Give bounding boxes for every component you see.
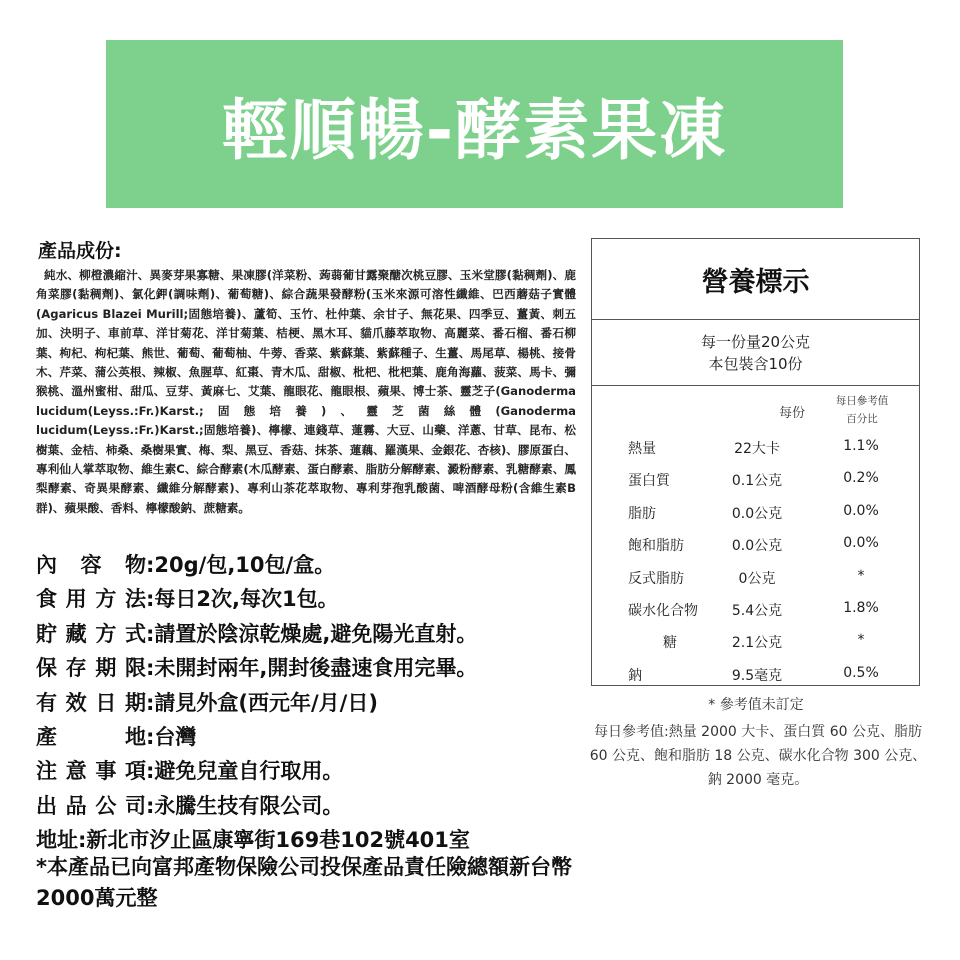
info-row-warning — [36, 754, 576, 788]
nutrient-daily-value: 0.0% — [843, 535, 879, 552]
nutrition-column-headers — [592, 386, 919, 434]
info-value: 請見外盒(西元年/月/日) — [154, 690, 378, 715]
per-serving-header: 每份 — [778, 406, 805, 421]
nutrient-daily-value: * — [857, 567, 865, 584]
nutrient-amount: 0.1公克 — [731, 473, 783, 490]
info-row-company — [36, 789, 576, 823]
nutrient-daily-value: * — [857, 632, 865, 649]
info-label: 有效日期 — [36, 690, 146, 715]
ingredients-heading: 產品成份: — [38, 240, 122, 262]
info-colon: : — [146, 690, 155, 715]
insurance-note: *本產品已向富邦產物保險公司投保產品責任險總額新台幣2000萬元整 — [36, 855, 572, 910]
nutrition-row — [591, 661, 920, 693]
info-row-contents — [36, 548, 576, 582]
info-colon: : — [146, 793, 155, 818]
info-label: 保存期限 — [36, 656, 146, 681]
nutrient-amount: 0.0公克 — [731, 538, 783, 555]
info-row-expiry — [36, 686, 576, 720]
info-row-usage — [36, 582, 576, 616]
serving-size: 每一份量20公克 — [700, 332, 811, 351]
info-colon: : — [146, 656, 155, 681]
product-title: 輕順暢-酵素果凍 — [221, 91, 728, 169]
nutrient-name: 反式脂肪 — [628, 570, 684, 587]
reference-not-set-note: * 參考值未訂定 — [708, 697, 804, 713]
nutrient-name: 蛋白質 — [628, 473, 670, 490]
info-value: 永騰生技有限公司。 — [154, 793, 344, 818]
daily-reference-values: 每日參考值:熱量 2000 大卡、蛋白質 60 公克、脂肪 60 公克、飽和脂肪 18 公克、碳水化合物 300 公克、鈉 2000 毫克。 — [589, 724, 927, 788]
nutrient-amount: 2.1公克 — [731, 635, 783, 652]
nutrient-amount: 0公克 — [738, 570, 776, 587]
nutrition-row — [591, 434, 920, 466]
nutrient-daily-value: 0.0% — [843, 502, 879, 519]
nutrition-title: 營養標示 — [592, 239, 919, 320]
nutrient-daily-value: 0.5% — [843, 664, 879, 681]
info-label: 內容物 — [36, 553, 146, 577]
nutrient-daily-value: 0.2% — [843, 470, 879, 487]
info-label: 注意事項 — [36, 759, 146, 784]
info-value: 未開封兩年,開封後盡速食用完畢。 — [154, 656, 478, 681]
serving-info — [592, 320, 919, 386]
nutrition-row — [591, 499, 920, 531]
nutrient-name: 脂肪 — [628, 505, 656, 522]
nutrient-name: 糖 — [663, 635, 677, 652]
servings-per-pack: 本包裝含10份 — [708, 354, 803, 373]
info-row-shelf-life — [36, 651, 576, 685]
nutrient-name: 熱量 — [628, 441, 656, 457]
nutrition-row — [591, 628, 920, 660]
nutrition-row — [591, 466, 920, 498]
info-label: 食用方法 — [36, 587, 146, 612]
info-label: 貯藏方式 — [36, 621, 146, 646]
info-label: 出品公司 — [36, 793, 146, 818]
info-value: 每日2次,每次1包。 — [154, 587, 339, 612]
company-address: 地址:新北市汐止區康寧街169巷102號401室 — [36, 828, 470, 853]
info-colon: : — [146, 553, 155, 577]
nutrition-row — [591, 596, 920, 628]
product-title-banner — [106, 40, 843, 208]
info-value: 20g/包,10包/盒。 — [154, 553, 336, 577]
nutrient-amount: 22大卡 — [734, 441, 780, 457]
info-value: 避免兒童自行取用。 — [154, 759, 344, 784]
nutrient-daily-value: 1.8% — [843, 599, 879, 616]
daily-value-header: 每日參考值百分比 — [835, 395, 889, 425]
info-colon: : — [146, 621, 155, 646]
info-value: 請置於陰涼乾燥處,避免陽光直射。 — [154, 621, 478, 646]
info-colon: : — [146, 587, 155, 612]
nutrient-name: 碳水化合物 — [628, 602, 698, 619]
info-colon: : — [146, 725, 155, 750]
nutrient-amount: 9.5毫克 — [731, 667, 783, 684]
info-value: 台灣 — [154, 725, 197, 750]
nutrition-row — [591, 564, 920, 596]
nutrient-name: 鈉 — [628, 667, 642, 684]
nutrient-name: 飽和脂肪 — [628, 538, 684, 555]
info-label: 產地 — [36, 725, 146, 750]
info-row-storage — [36, 617, 576, 651]
info-colon: : — [146, 759, 155, 784]
nutrition-rows — [591, 434, 920, 693]
info-row-origin — [36, 720, 576, 754]
nutrition-row — [591, 531, 920, 563]
product-info-list — [36, 548, 576, 858]
nutrient-amount: 5.4公克 — [731, 602, 783, 619]
nutrient-amount: 0.0公克 — [731, 505, 783, 522]
nutrient-daily-value: 1.1% — [843, 438, 879, 454]
ingredients-text: 純水、柳橙濃縮汁、異麥芽果寡糖、果凍膠(洋菜粉、蒟蒻葡甘露聚醣次桃豆膠、玉米堂膠(黏稠劑)、鹿角菜膠(黏稠劑)、氯化鉀(調味劑)、葡萄糖)、綜合蔬果發酵粉(玉米來源可溶性纖維、巴西蘑菇子實體(Agaricus Blazei Murill;固態培養)、蘆筍、玉竹、杜仲葉、余甘子、無花果、四季豆、薑黃、刺五加、決明子、車前草、洋甘菊花、洋甘菊葉、桔梗、黑木耳、貓爪藤萃取物、高麗菜、番石榴、番石柳葉、枸杞、枸杞葉、熊世、葡萄、葡萄柚、牛蒡、香菜、紫蘇葉、紫蘇種子、生薑、馬尾草、楊桃、接骨木、芹菜、蒲公英根、辣椒、魚腥草、紅棗、青木瓜、甜椒、枇杷、枇杷葉、鹿角海蘿、菠菜、馬卡、彌猴桃、溫州蜜柑、甜瓜、豆芽、黃麻七、艾葉、龍眼花、龍眼根、蘋果、博士茶、靈芝子(Ganoderma lucidum(Leyss.:Fr.)Karst.;固態培養)、靈芝菌絲體(Ganoderma lucidum(Leyss.:Fr.)Karst.;固態培養)、檸檬、連錢草、蓮霧、大豆、山藥、洋蔥、甘草、昆布、松樹葉、金桔、柿桑、桑樹果實、梅、梨、黑豆、香菇、抹茶、蓮藕、羅漢果、金銀花、杏核)、膠原蛋白、專利仙人掌萃取物、維生素C、綜合酵素(木瓜酵素、蛋白酵素、脂肪分解酵素、澱粉酵素、乳糖酵素、鳳梨酵素、奇異果酵素、纖維分解酵素)、專利山茶花萃取物、專利芽孢乳酸菌、啤酒酵母粉(含維生素B群)、蘋果酸、香料、檸檬酸鈉、蔗糖素。 — [36, 268, 576, 515]
